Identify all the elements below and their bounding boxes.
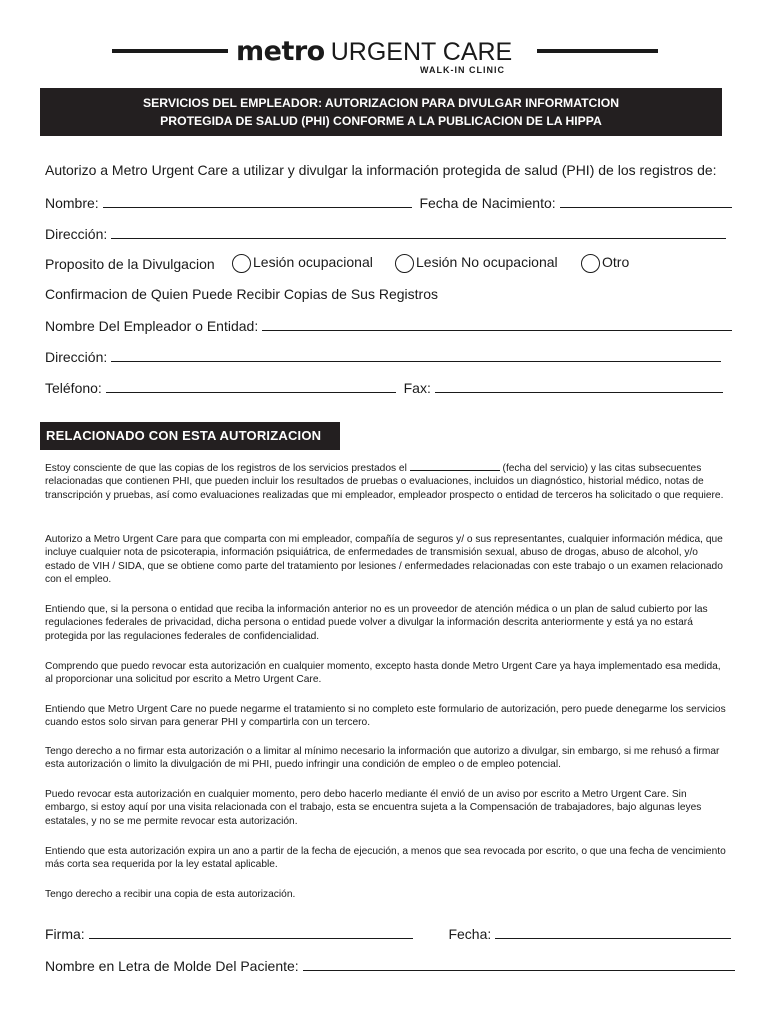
firma-label: Firma: xyxy=(45,926,85,942)
proposito-label: Proposito de la Divulgacion xyxy=(45,256,215,272)
empleador-label: Nombre Del Empleador o Entidad: xyxy=(45,318,259,334)
paragraph-7: Puedo revocar esta autorización en cualquier momento, pero debo hacerlo mediante él envió de un aviso por escrito a Metro Urgent Care. Sin embargo, si estoy aquí por una visita relacionada con el trabajo, esta se encuentra sujeta a la Compensación de trabajadores, bajo algunas leyes estatales, y no se me permite revocar esta autorización. xyxy=(45,789,702,827)
signature-row xyxy=(45,925,725,942)
fax-label: Fax: xyxy=(403,380,431,396)
logo-tagline: WALK-IN CLINIC xyxy=(420,65,505,75)
form-title-line1: SERVICIOS DEL EMPLEADOR: AUTORIZACION PARA DIVULGAR INFORMATCION xyxy=(143,96,619,110)
empleador-row xyxy=(45,317,732,334)
logo-right-rule xyxy=(537,49,658,53)
paragraph-1-start: Estoy consciente de que las copias de los registros de los servicios prestados el xyxy=(45,463,407,474)
paragraph-9: Tengo derecho a recibir una copia de esta autorización. xyxy=(45,889,296,900)
option-label-ocupacional: Lesión ocupacional xyxy=(253,254,373,271)
empleador-field[interactable] xyxy=(262,317,732,331)
radio-lesion-ocupacional[interactable] xyxy=(232,254,251,273)
fax-field[interactable] xyxy=(435,379,723,393)
confirmacion-text: Confirmacion de Quien Puede Recibir Copias de Sus Registros xyxy=(45,286,438,302)
fecha-label: Fecha: xyxy=(448,926,492,942)
form-title-line2: PROTEGIDA DE SALUD (PHI) CONFORME A LA PUBLICACION DE LA HIPPA xyxy=(160,114,602,128)
form-title-banner xyxy=(40,88,722,136)
paragraph-3: Entiendo que, si la persona o entidad que reciba la información anterior no es un proveedor de atención médica o un plan de salud cubierto por las regulaciones federales de privacidad, dicha persona o entidad puede volver a divulgar la información descrita anteriormente y está ya no estará protegida por las regulaciones federales de confidencialidad. xyxy=(45,604,708,642)
paragraph-4: Comprendo que puedo revocar esta autorización en cualquier momento, excepto hasta donde Metro Urgent Care ya haya implementado esa medida, al proporcionar una solicitud por escrito a Metro Urgent Care. xyxy=(45,661,721,686)
fecha-field[interactable] xyxy=(495,925,731,939)
direccion2-label: Dirección: xyxy=(45,349,108,365)
logo-left-rule xyxy=(112,49,228,53)
option-lesion-no-ocupacional[interactable] xyxy=(395,254,558,273)
direccion2-row xyxy=(45,348,721,365)
direccion2-field[interactable] xyxy=(111,348,721,362)
section-title: RELACIONADO CON ESTA AUTORIZACION xyxy=(40,422,340,450)
radio-lesion-no-ocupacional[interactable] xyxy=(395,254,414,273)
paragraph-1-end: (fecha del servicio) y las citas subsecuentes relacionadas que contienen PHI, que pueden incluir los resultados de pruebas o evaluaciones, incluidos un diagnóstico, historial médico, notas de transcripción y pruebas, así como evaluaciones realizadas que mi empleador, empleador prospecto o entidad de terceros ha solicitado o que requiere. xyxy=(45,463,724,501)
logo-wordmark xyxy=(236,36,512,67)
logo-name: URGENT CARE xyxy=(330,38,513,66)
direccion-row xyxy=(45,225,726,242)
contacto-row xyxy=(45,379,725,396)
radio-otro[interactable] xyxy=(581,254,600,273)
paragraph-2: Autorizo a Metro Urgent Care para que comparta con mi empleador, compañía de seguros y/ o sus representantes, cualquier información médica, que incluye cualquier nota de psicoterapia, información psiquiátrica, de enfermedades de transmisión sexual, abuso de drogas, abuso de alcohol, y/o estado de VIH / SIDA, que se obtiene como parte del tratamiento por lesiones / enfermedades relacionadas con este trabajo o un examen relacionado con el empleo. xyxy=(45,534,723,586)
fecha-servicio-field[interactable] xyxy=(410,461,500,471)
paragraph-1 xyxy=(45,461,727,502)
telefono-label: Teléfono: xyxy=(45,380,102,396)
nombre-field[interactable] xyxy=(103,194,412,208)
fecha-nacimiento-field[interactable] xyxy=(560,194,732,208)
paragraph-8: Entiendo que esta autorización expira un ano a partir de la fecha de ejecución, a menos que sea revocada por escrito, o que una fecha de vencimiento más corta sea requerida por la ley estatal aplicable. xyxy=(45,846,726,871)
nombre-molde-label: Nombre en Letra de Molde Del Paciente: xyxy=(45,958,299,974)
intro-text: Autorizo a Metro Urgent Care a utilizar y divulgar la información protegida de salud (PHI) de los registros de: xyxy=(45,162,717,178)
fecha-nacimiento-label: Fecha de Nacimiento: xyxy=(419,195,556,211)
patient-row xyxy=(45,194,725,211)
direccion-field[interactable] xyxy=(111,225,726,239)
option-label-no-ocupacional: Lesión No ocupacional xyxy=(416,254,558,271)
paragraph-6: Tengo derecho a no firmar esta autorización o a limitar al mínimo necesario la información que autorizo a divulgar, sin embargo, si me rehusó a firmar esta autorización o limito la divulgación de mi PHI, puedo infringir una condición de empleo o de empleo potencial. xyxy=(45,746,720,771)
nombre-label: Nombre: xyxy=(45,195,99,211)
logo-brand: metro xyxy=(236,36,325,67)
option-otro[interactable] xyxy=(581,254,629,273)
nombre-molde-field[interactable] xyxy=(303,957,735,971)
telefono-field[interactable] xyxy=(106,379,396,393)
proposito-row xyxy=(45,254,725,278)
paragraph-5: Entiendo que Metro Urgent Care no puede negarme el tratamiento si no completo este formulario de autorización, pero puede denegarme los servicios cuando estos solo sirvan para generar PHI y compartirla con un tercero. xyxy=(45,704,726,729)
firma-field[interactable] xyxy=(89,925,413,939)
nombre-molde-row xyxy=(45,957,735,974)
option-lesion-ocupacional[interactable] xyxy=(232,254,373,273)
option-label-otro: Otro xyxy=(602,254,630,271)
direccion-label: Dirección: xyxy=(45,226,108,242)
logo xyxy=(0,36,770,80)
